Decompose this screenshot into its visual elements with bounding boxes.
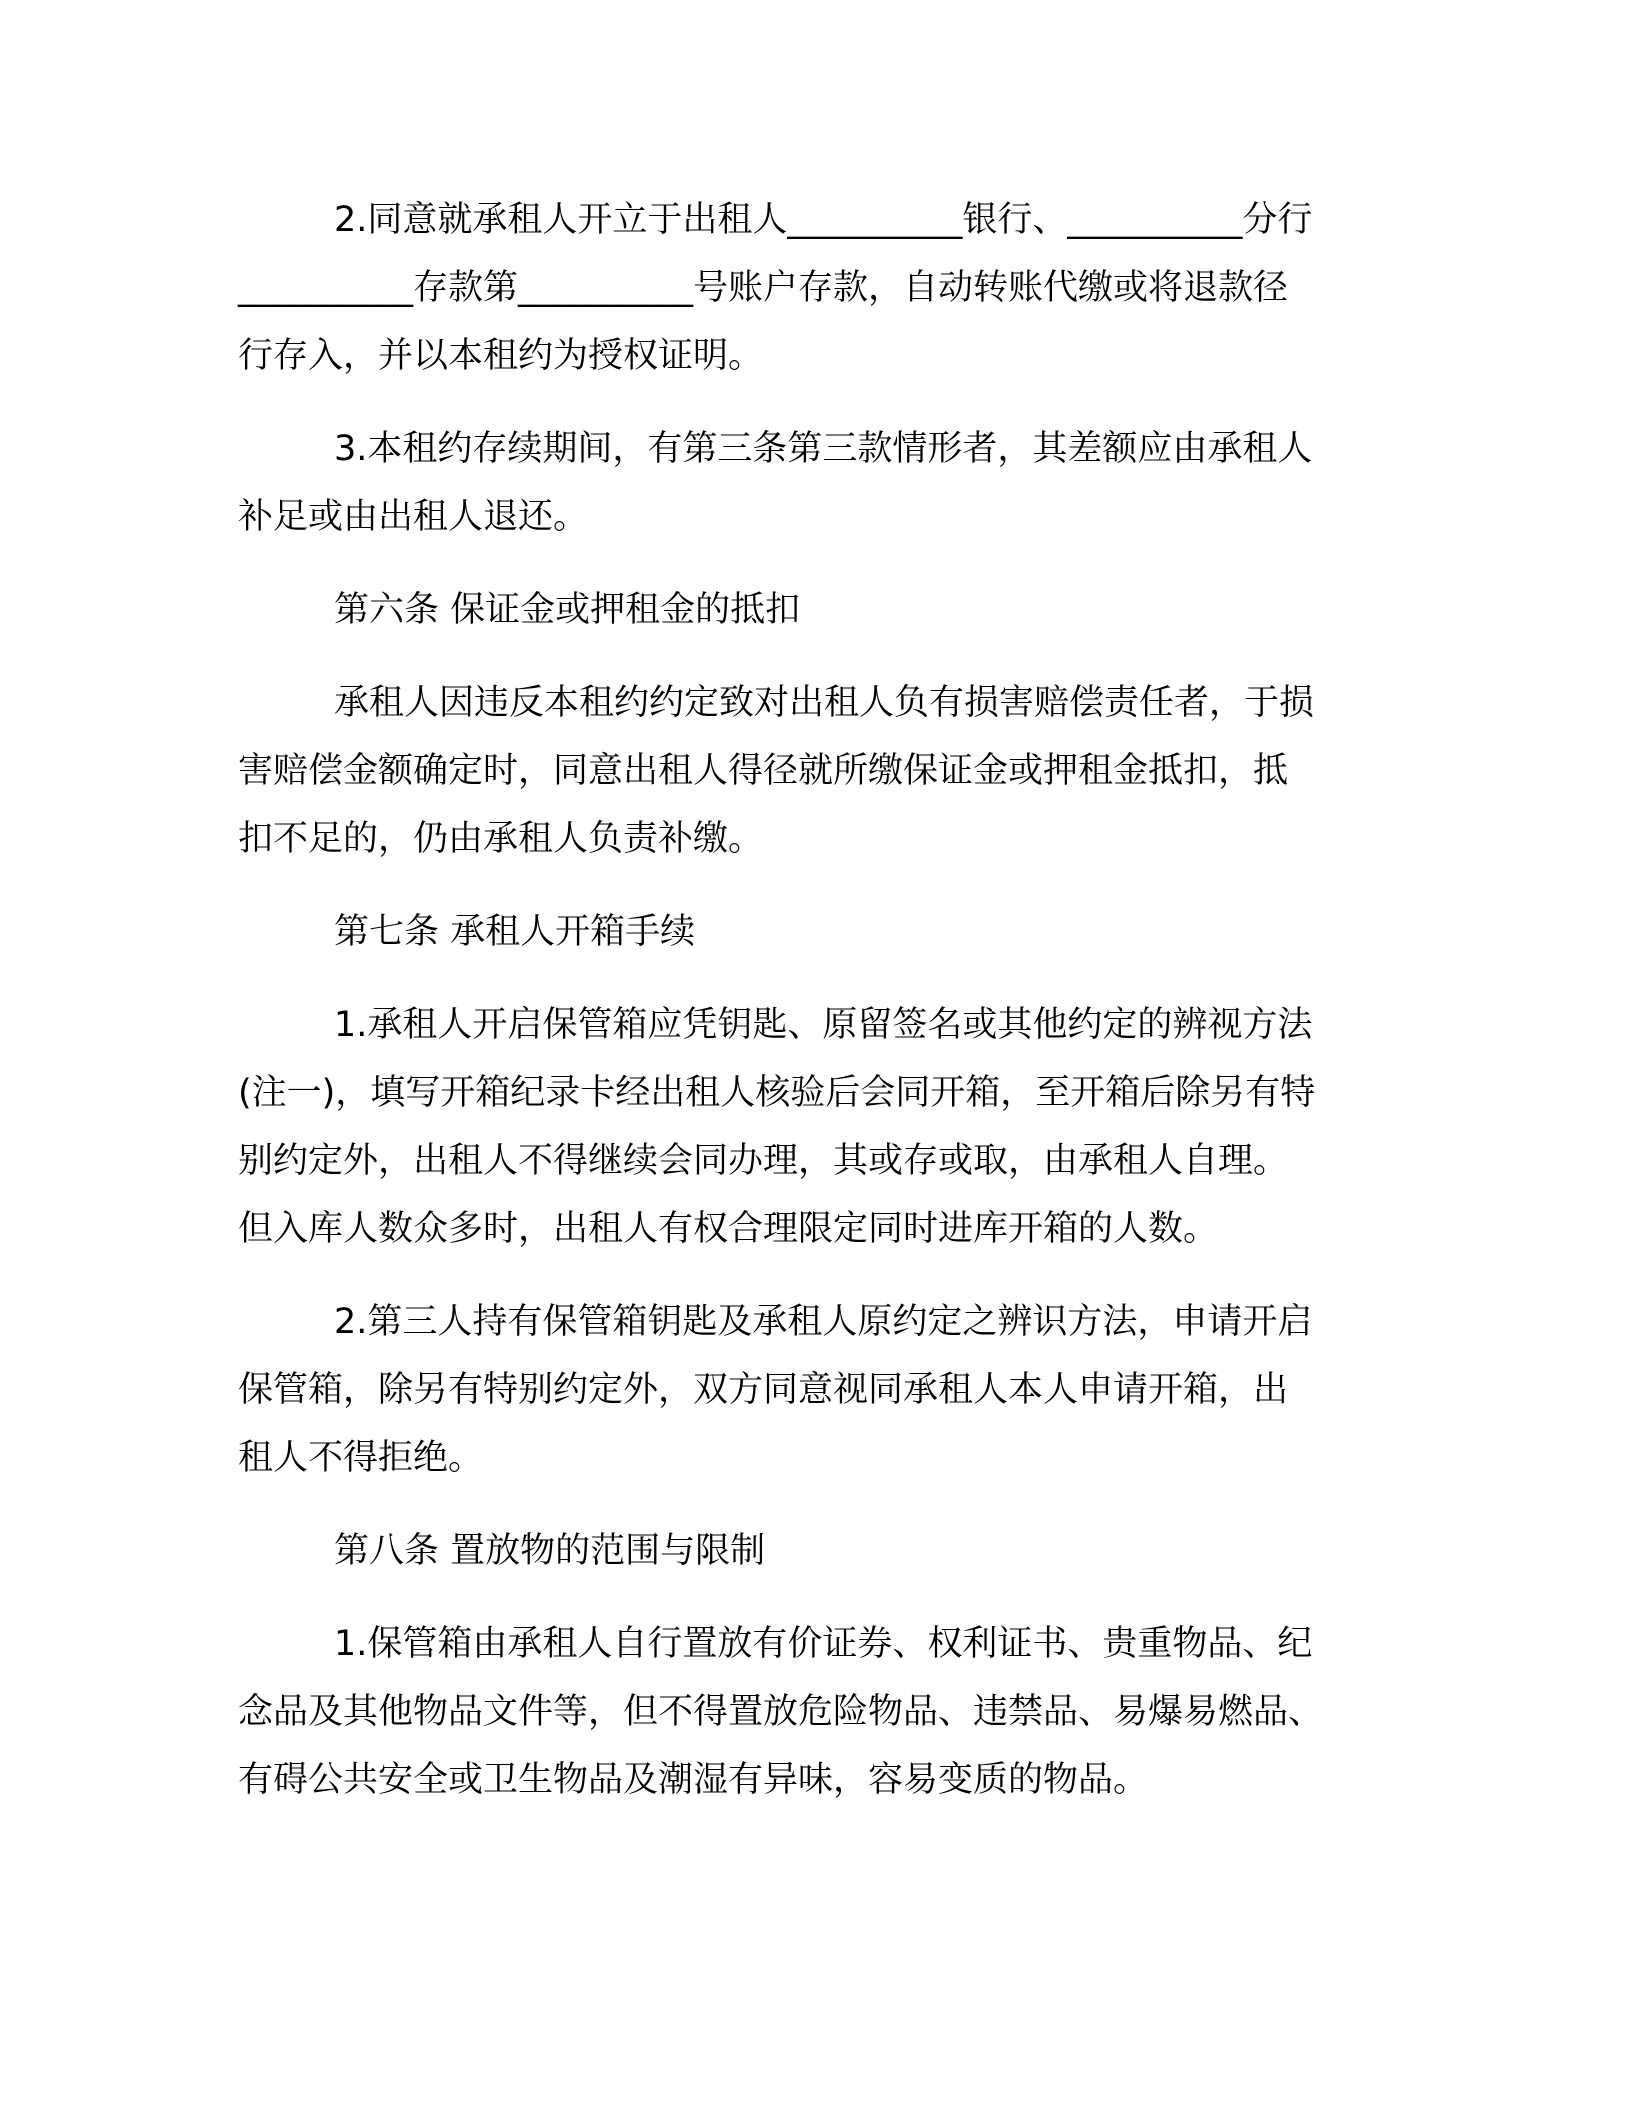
paragraph-7-2 — [238, 1288, 1388, 1492]
paragraph-8-1 — [238, 1610, 1388, 1814]
text-line: 行存入，并以本租约为授权证明。 — [238, 336, 764, 376]
text-line: 租人不得拒绝。 — [238, 1438, 484, 1478]
paragraph-5-3 — [238, 415, 1388, 551]
text-line: 2.第三人持有保管箱钥匙及承租人原约定之辨识方法，申请开启 — [334, 1302, 1313, 1342]
text-line: 2.同意就承租人开立于出租人__________银行、__________分行 — [334, 200, 1313, 240]
text-line: 念品及其他物品文件等，但不得置放危险物品、违禁品、易爆易燃品、 — [238, 1692, 1324, 1732]
text-line: 害赔偿金额确定时，同意出租人得径就所缴保证金或押租金抵扣，抵 — [238, 751, 1289, 791]
document-page — [238, 186, 1388, 1839]
paragraph-5-2 — [238, 186, 1388, 390]
article-6-heading: 第六条 保证金或押租金的抵扣 — [334, 590, 801, 630]
text-line: 但入库人数众多时，出租人有权合理限定同时进库开箱的人数。 — [238, 1209, 1219, 1249]
text-line: 别约定外，出租人不得继续会同办理，其或存或取，由承租人自理。 — [238, 1141, 1289, 1181]
text-line: 有碍公共安全或卫生物品及潮湿有异味，容易变质的物品。 — [238, 1760, 1149, 1800]
text-line: 承租人因违反本租约约定致对出租人负有损害赔偿责任者，于损 — [334, 683, 1315, 723]
text-line: 补足或由出租人退还。 — [238, 497, 589, 537]
paragraph-6 — [238, 669, 1388, 873]
text-line: 1.承租人开启保管箱应凭钥匙、原留签名或其他约定的辨视方法 — [334, 1005, 1313, 1045]
text-line: __________存款第__________号账户存款，自动转账代缴或将退款径 — [238, 268, 1289, 308]
article-7-heading: 第七条 承租人开箱手续 — [334, 912, 696, 952]
text-line: 扣不足的，仍由承租人负责补缴。 — [238, 819, 764, 859]
text-line: (注一)，填写开箱纪录卡经出租人核验后会同开箱，至开箱后除另有特 — [238, 1073, 1316, 1113]
text-line: 3.本租约存续期间，有第三条第三款情形者，其差额应由承租人 — [334, 429, 1313, 469]
text-line: 保管箱，除另有特别约定外，双方同意视同承租人本人申请开箱，出 — [238, 1370, 1289, 1410]
text-line: 1.保管箱由承租人自行置放有价证券、权利证书、贵重物品、纪 — [334, 1624, 1313, 1664]
paragraph-7-1 — [238, 991, 1388, 1263]
article-8-heading: 第八条 置放物的范围与限制 — [334, 1531, 766, 1571]
